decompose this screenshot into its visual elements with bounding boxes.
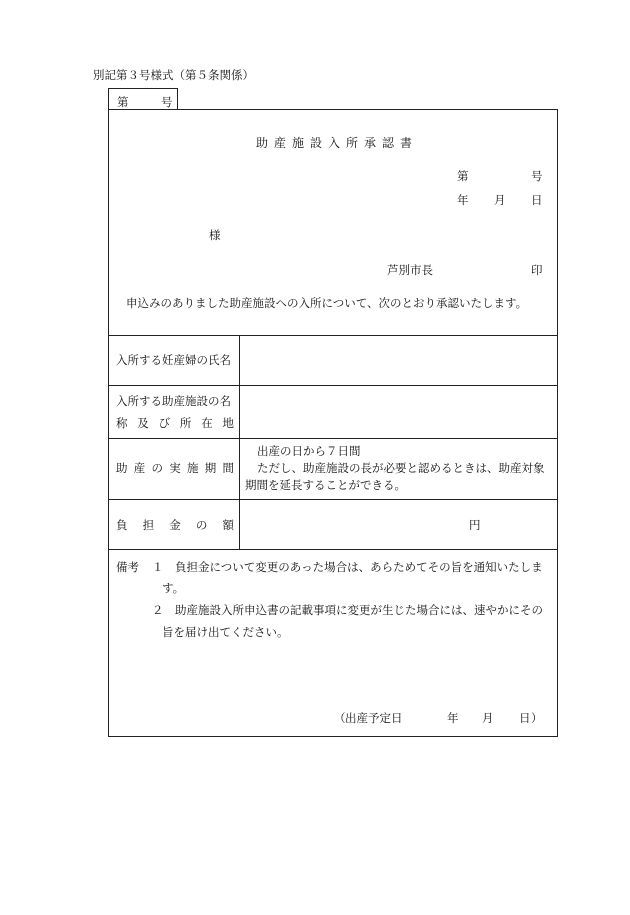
column-divider [239, 335, 240, 549]
label-expectant-mother-name: 入所する妊産婦の氏名 [116, 353, 231, 367]
period-line2: ただし、助産施設の長が必要と認めるときは、助産対象 [257, 461, 545, 475]
amount-unit-yen: 円 [469, 518, 481, 532]
label-char: 助 [116, 461, 128, 475]
label-facility-name-line2 [116, 418, 234, 430]
label-midwifery-period [116, 463, 234, 475]
divider [109, 549, 557, 550]
issuer-name: 芦別市長 [387, 263, 433, 277]
label-char: 額 [222, 518, 234, 532]
doc-number-dai: 第 [457, 169, 469, 183]
number-box-go: 号 [161, 95, 173, 109]
label-char: 産 [133, 461, 146, 475]
due-date-open-paren: （ [334, 711, 346, 725]
label-char: 担 [142, 518, 155, 532]
remarks-item2-number: ２ [152, 603, 164, 617]
remarks-label: 備考 [116, 560, 139, 574]
form-number-box [108, 88, 178, 109]
label-char: 期 [204, 461, 217, 475]
label-char: 施 [187, 461, 199, 475]
divider [109, 385, 557, 386]
label-char: 称 [116, 416, 128, 430]
remarks-item1-line2: す。 [162, 581, 185, 595]
label-char: 負 [116, 518, 128, 532]
label-facility-name-line1: 入所する助産施設の名 [116, 394, 231, 408]
period-line3: 期間を延長することができる。 [245, 478, 406, 492]
approval-statement: 申込みのありました助産施設への入所について、次のとおり承認いたします。 [126, 296, 528, 310]
period-line1: 出産の日から７日間 [257, 444, 361, 458]
label-char: 及 [137, 416, 149, 430]
label-char: 実 [169, 461, 181, 475]
doc-number-go: 号 [531, 169, 543, 183]
seal-mark: 印 [531, 263, 543, 277]
label-char: び [158, 416, 171, 430]
form-reference: 別記第３号様式（第５条関係） [93, 68, 254, 82]
date-day: 日 [531, 193, 543, 207]
label-char: 金 [169, 518, 181, 532]
label-contribution-amount [116, 520, 234, 532]
divider [109, 335, 557, 336]
label-char: 在 [201, 416, 213, 430]
remarks-item1-number: １ [152, 560, 164, 574]
divider [109, 499, 557, 500]
divider [109, 438, 557, 439]
remarks-item2-line1: 助産施設入所申込書の記載事項に変更が生じた場合には、速やかにその [175, 603, 543, 617]
remarks-item1-line1: 負担金について変更のあった場合は、あらためてその旨を通知いたしま [175, 560, 543, 574]
date-year: 年 [457, 193, 469, 207]
document-title: 助産施設入所承認書 [256, 136, 419, 150]
addressee-suffix: 様 [209, 228, 221, 242]
label-char: 間 [222, 461, 234, 475]
due-date-month: 月 [482, 711, 494, 725]
due-date-label: 出産予定日 [345, 711, 403, 725]
label-char: の [151, 461, 163, 475]
due-date-close-paren: ） [531, 711, 543, 725]
date-month: 月 [494, 193, 506, 207]
due-date-year: 年 [447, 711, 459, 725]
label-char: 所 [179, 416, 192, 430]
label-char: の [195, 518, 208, 532]
remarks-item2-line2: 旨を届け出てください。 [162, 625, 289, 639]
approval-form [108, 109, 558, 737]
number-box-dai: 第 [117, 95, 129, 109]
label-char: 地 [222, 416, 234, 430]
due-date-day: 日 [519, 711, 531, 725]
